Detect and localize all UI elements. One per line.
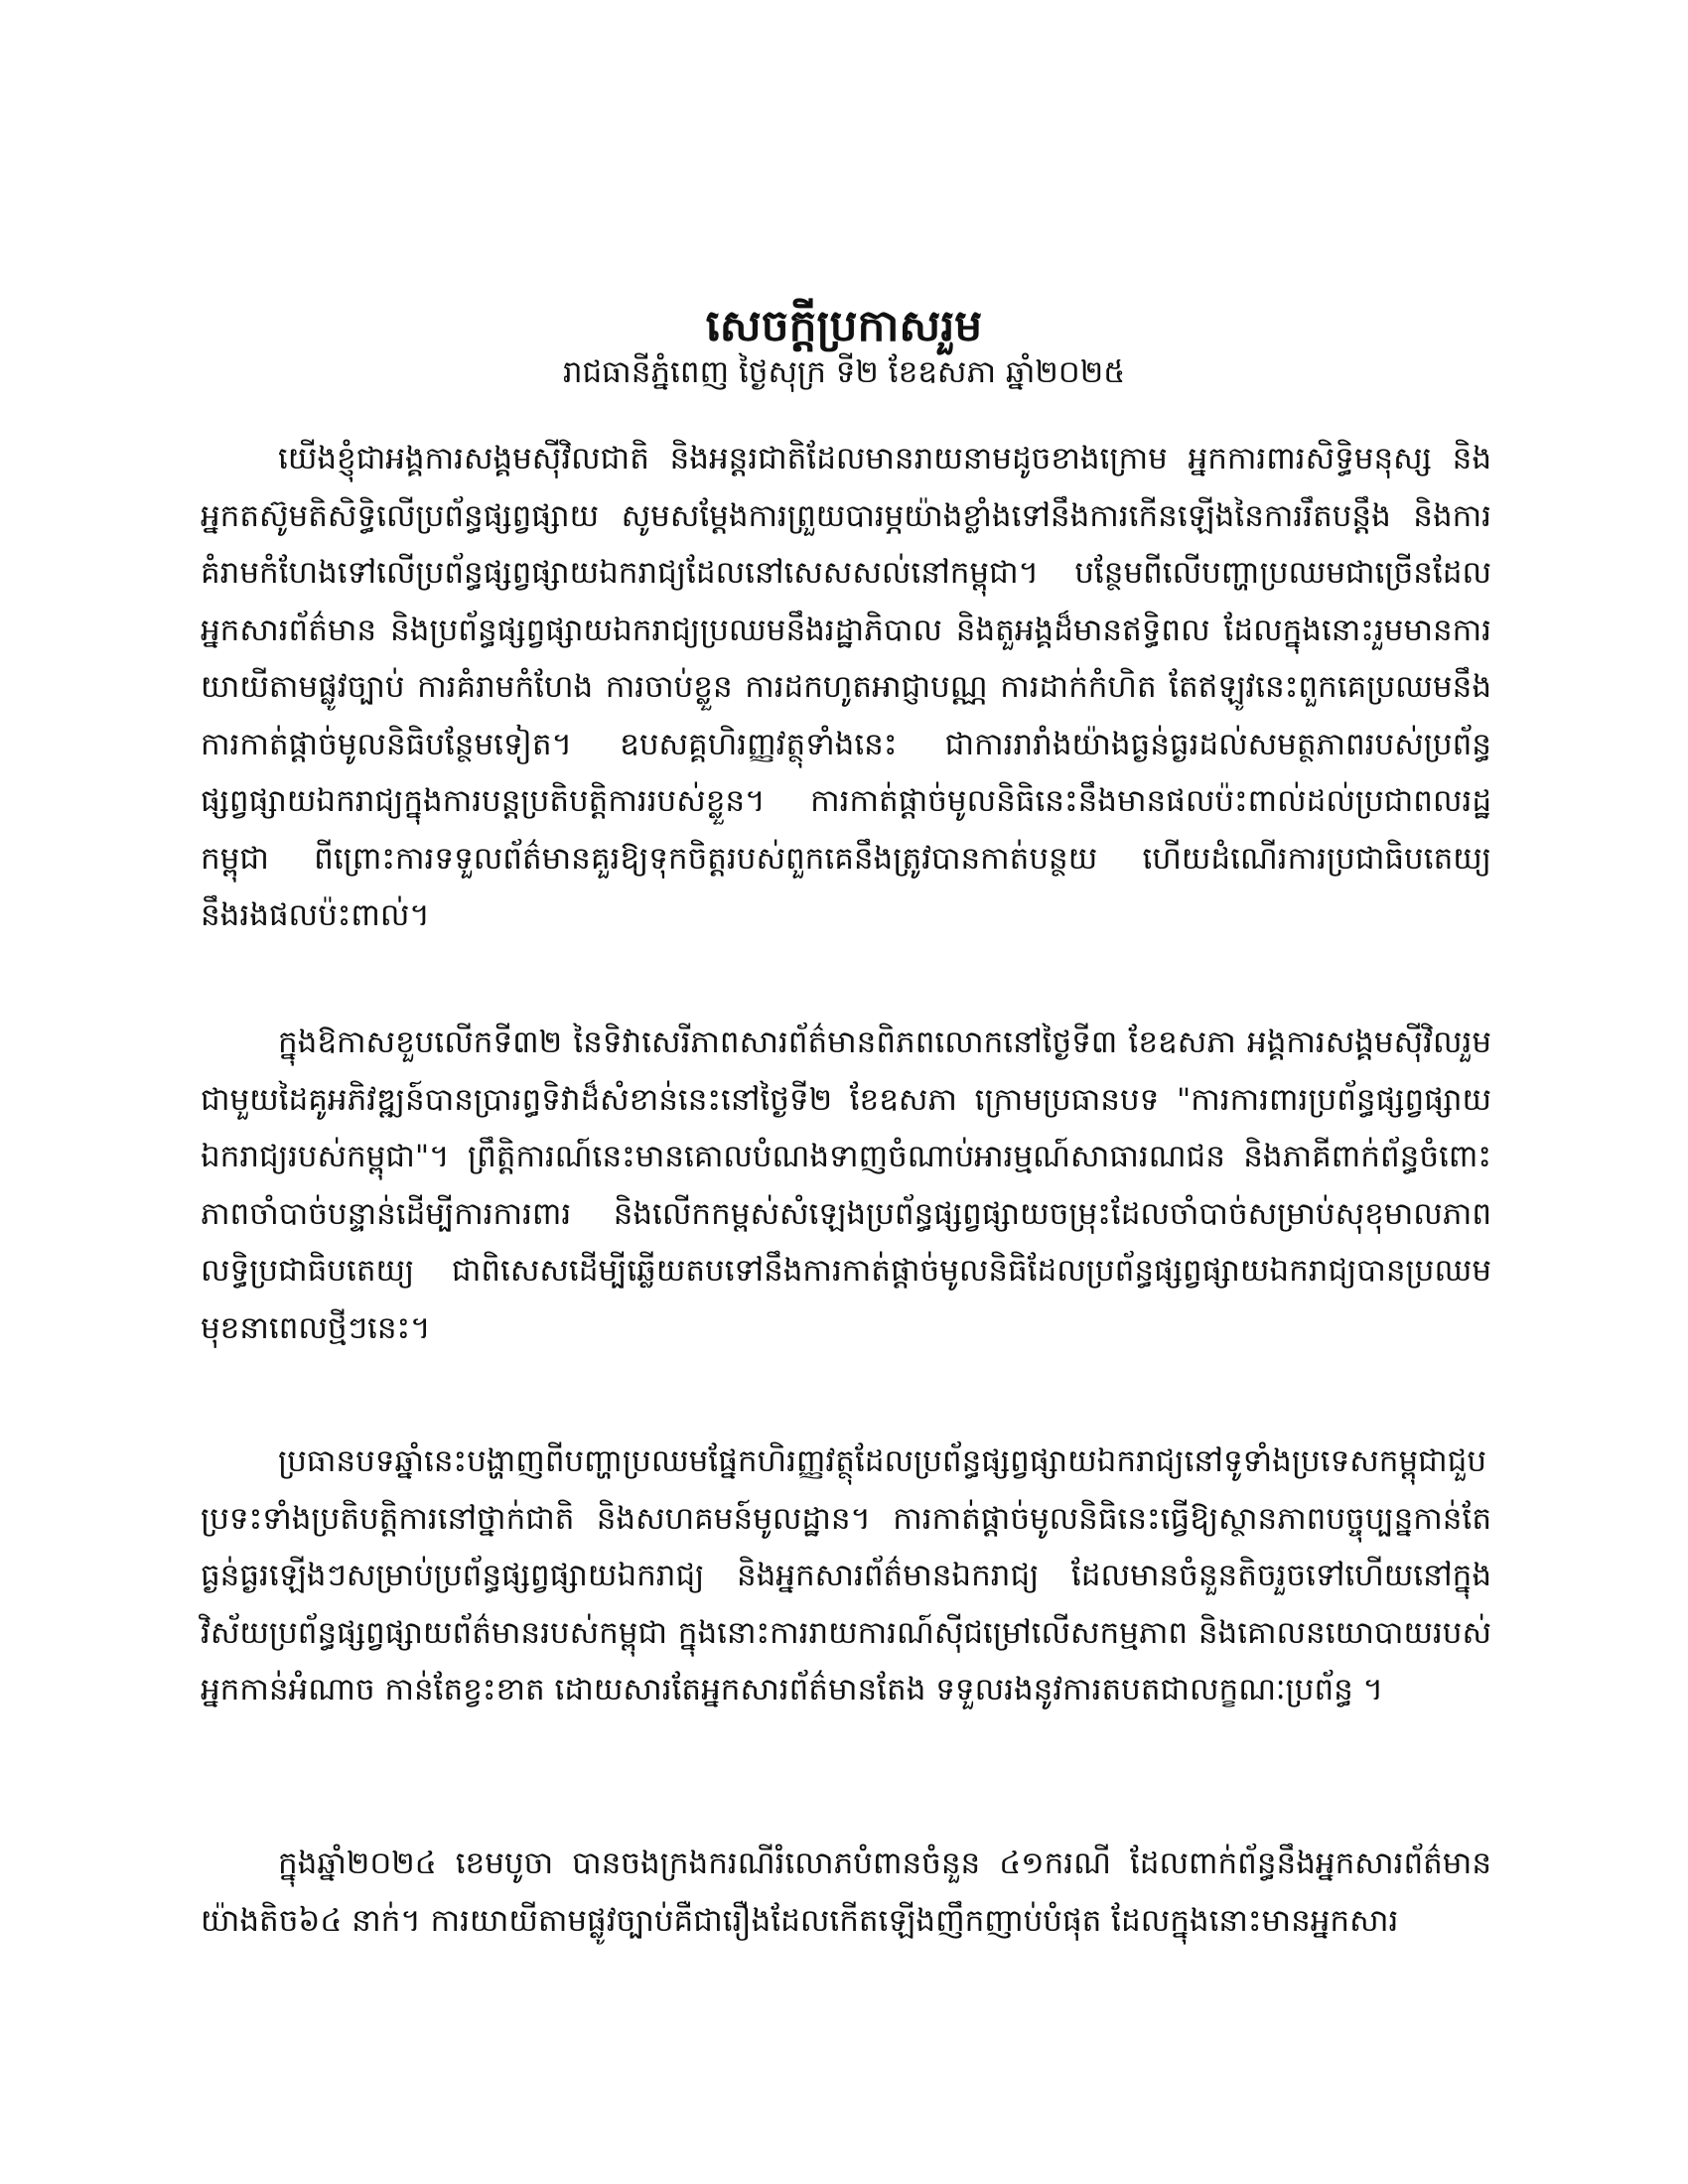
paragraph: ក្នុងឆ្នាំ២០២៤ ខេមបូចា បានចងក្រងករណីរំលោភបំពានចំនួន ៤១ករណី ដែលពាក់ព័ន្ធនឹងអ្នកសារព័ត៌មានយ៉ាងតិច៦៤ នាក់។ ការយាយីតាមផ្លូវច្បាប់គឺជារឿងដែលកើតឡើងញឹកញាប់បំផុត ដែលក្នុងនោះមានអ្នកសារ [201,1845,1491,1939]
dateline: រាជធានីភ្នំពេញ ថ្ងៃសុក្រ ទី២ ខែឧសភា ឆ្នាំ២០២៥ [562,354,1126,390]
paragraph: ប្រធានបទឆ្នាំនេះបង្ហាញពីបញ្ហាប្រឈមផ្នែកហិរញ្ញវត្ថុដែលប្រព័ន្ធផ្សព្វផ្សាយឯករាជ្យនៅទូទាំងប្រទេសកម្ពុជាជួបប្រទះទាំងប្រតិបត្តិការនៅថ្នាក់ជាតិ និងសហគមន៍មូលដ្ឋាន។ ការកាត់ផ្តាច់មូលនិធិនេះធ្វើឱ្យស្ថានភាពបច្ចុប្បន្នកាន់តែធ្ងន់ធ្ងរឡើងៗសម្រាប់ប្រព័ន្ធផ្សព្វផ្សាយឯករាជ្យ និងអ្នកសារព័ត៌មានឯករាជ្យ ដែលមានចំនួនតិចរួចទៅហើយនៅក្នុងវិស័យប្រព័ន្ធផ្សព្វផ្សាយព័ត៌មានរបស់កម្ពុជា ក្នុងនោះការរាយការណ៍ស៊ីជម្រៅលើសកម្មភាព និងគោលនយោបាយរបស់អ្នកកាន់អំណាច កាន់តែខ្វះខាត ដោយសារតែអ្នកសារព័ត៌មានតែង ទទួលរងនូវការតបតជាលក្ខណៈប្រព័ន្ធ ។ [201,1443,1491,1707]
document-title: សេចក្តីប្រកាសរួម [705,301,983,352]
paragraph: ក្នុងឱកាសខួបលើកទី៣២ នៃទិវាសេរីភាពសារព័ត៌មានពិភពលោកនៅថ្ងៃទី៣ ខែឧសភា អង្គការសង្គមស៊ីវិលរួមជាមួយដៃគូអភិវឌ្ឍន៍បានប្រារព្ធទិវាដ៏សំខាន់នេះនៅថ្ងៃទី២ ខែឧសភា ក្រោមប្រធានបទ "ការការពារប្រព័ន្ធផ្សព្វផ្សាយឯករាជ្យរបស់កម្ពុជា"។ ព្រឹត្តិការណ៍នេះមានគោលបំណងទាញចំណាប់អារម្មណ៍សាធារណជន និងភាគីពាក់ព័ន្ធចំពោះភាពចាំបាច់បន្ទាន់ដើម្បីការការពារ និងលើកកម្ពស់សំឡេងប្រព័ន្ធផ្សព្វផ្សាយចម្រុះដែលចាំបាច់សម្រាប់សុខុមាលភាពលទ្ធិប្រជាធិបតេយ្យ ជាពិសេសដើម្បីឆ្លើយតបទៅនឹងការកាត់ផ្តាច់មូលនិធិដែលប្រព័ន្ធផ្សព្វផ្សាយឯករាជ្យបានប្រឈមមុខនាពេលថ្មីៗនេះ។ [201,1024,1491,1346]
paragraph: យើងខ្ញុំជាអង្គការសង្គមស៊ីវិលជាតិ និងអន្តរជាតិដែលមានរាយនាមដូចខាងក្រោម អ្នកការពារសិទ្ធិមនុស្ស និងអ្នកតស៊ូមតិសិទ្ធិលើប្រព័ន្ធផ្សព្វផ្សាយ សូមសម្តែងការព្រួយបារម្ភយ៉ាងខ្លាំងទៅនឹងការកើនឡើងនៃការរឹតបន្តឹង និងការគំរាមកំហែងទៅលើប្រព័ន្ធផ្សព្វផ្សាយឯករាជ្យដែលនៅសេសសល់នៅកម្ពុជា។ បន្ថែមពីលើបញ្ហាប្រឈមជាច្រើនដែលអ្នកសារព័ត៌មាន និងប្រព័ន្ធផ្សព្វផ្សាយឯករាជ្យប្រឈមនឹងរដ្ឋាភិបាល និងតួអង្គដ៏មានឥទ្ធិពល ដែលក្នុងនោះរួមមានការយាយីតាមផ្លូវច្បាប់ ការគំរាមកំហែង ការចាប់ខ្លួន ការដកហូតអាជ្ញាបណ្ណ ការដាក់កំហិត តែឥឡូវនេះពួកគេប្រឈមនឹងការកាត់ផ្តាច់មូលនិធិបន្ថែមទៀត។ ឧបសគ្គហិរញ្ញវត្ថុទាំងនេះ ជាការរារាំងយ៉ាងធ្ងន់ធ្ងរដល់សមត្ថភាពរបស់ប្រព័ន្ធផ្សព្វផ្សាយឯករាជ្យក្នុងការបន្តប្រតិបត្តិការរបស់ខ្លួន។ ការកាត់ផ្តាច់មូលនិធិនេះនឹងមានផលប៉ះពាល់ដល់ប្រជាពលរដ្ឋកម្ពុជា ពីព្រោះការទទួលព័ត៌មានគួរឱ្យទុកចិត្តរបស់ពួកគេនឹងត្រូវបានកាត់បន្ថយ ហើយដំណើរការប្រជាធិបតេយ្យនឹងរងផលប៉ះពាល់។ [201,441,1491,933]
